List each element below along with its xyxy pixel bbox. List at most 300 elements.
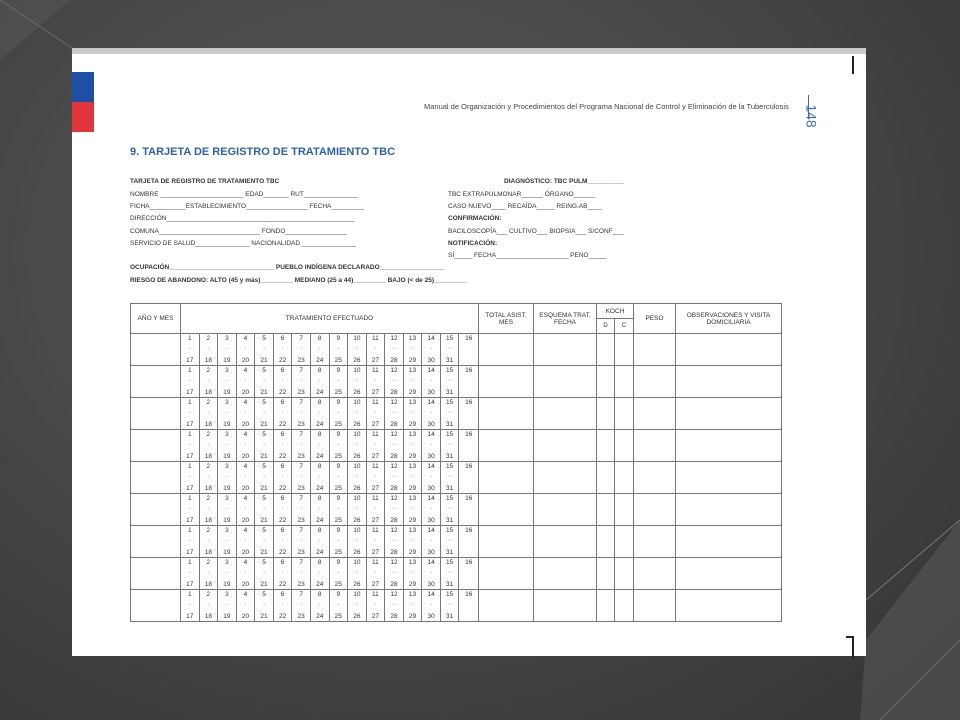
day-cell[interactable] [348, 334, 367, 365]
day-cell[interactable] [311, 462, 330, 493]
day-cell[interactable] [422, 494, 441, 525]
day-number-bottom: 29 [408, 421, 417, 428]
cell-esquema[interactable] [534, 334, 597, 366]
day-number-top: 9 [336, 559, 341, 566]
cell-observaciones[interactable] [676, 494, 782, 526]
day-cell[interactable] [181, 462, 200, 493]
day-number-bottom: 24 [316, 389, 324, 396]
day-separator: - [448, 474, 451, 480]
day-number-top: 11 [372, 399, 379, 406]
day-cell[interactable] [237, 494, 256, 525]
day-cell[interactable] [292, 334, 311, 365]
cell-total-asist[interactable] [479, 334, 534, 366]
day-cell[interactable] [441, 590, 460, 621]
cell-observaciones[interactable] [676, 462, 782, 494]
day-separator: - [263, 378, 265, 384]
cell-observaciones[interactable] [676, 590, 782, 622]
day-cell[interactable] [422, 526, 441, 557]
day-cell[interactable] [311, 334, 330, 365]
cell-koch-c[interactable] [615, 590, 634, 622]
day-separator: - [430, 538, 432, 544]
day-number-top: 15 [446, 367, 454, 374]
cell-koch-c[interactable] [615, 430, 634, 462]
day-cell[interactable] [367, 558, 386, 589]
cell-ano-mes[interactable] [131, 334, 181, 366]
day-cell[interactable] [311, 590, 330, 621]
day-cell[interactable] [441, 366, 460, 397]
day-cell[interactable] [404, 462, 423, 493]
day-number-bottom: 19 [223, 453, 231, 460]
day-cell[interactable] [348, 366, 367, 397]
cell-peso[interactable] [634, 398, 676, 430]
day-cell[interactable] [385, 398, 404, 429]
day-cell[interactable] [385, 462, 404, 493]
day-number-top: 11 [372, 559, 379, 566]
day-cell[interactable] [422, 398, 441, 429]
cell-peso[interactable] [634, 334, 676, 366]
day-cell[interactable] [274, 366, 293, 397]
day-cell[interactable] [404, 494, 423, 525]
day-cell[interactable] [348, 558, 367, 589]
day-number-top: 2 [206, 335, 211, 342]
day-number-top: 13 [408, 527, 417, 534]
day-cell[interactable] [274, 430, 293, 461]
cell-esquema[interactable] [534, 526, 597, 558]
day-number-bottom: 19 [223, 389, 231, 396]
cell-total-asist[interactable] [479, 494, 534, 526]
day-separator: - [207, 506, 210, 512]
cell-observaciones[interactable] [676, 430, 782, 462]
cell-koch-d[interactable] [597, 494, 615, 526]
day-cell[interactable] [218, 366, 237, 397]
day-cell[interactable] [218, 430, 237, 461]
day-separator: - [430, 442, 432, 448]
day-cell[interactable] [404, 590, 423, 621]
day-number-top: 6 [280, 463, 285, 470]
cell-ano-mes[interactable] [131, 462, 181, 494]
day-cell[interactable] [218, 590, 237, 621]
day-cell[interactable] [367, 526, 386, 557]
day-cell[interactable] [330, 494, 349, 525]
cell-total-asist[interactable] [479, 590, 534, 622]
day-cell[interactable] [218, 334, 237, 365]
day-number-bottom: 29 [408, 485, 417, 492]
cell-koch-c[interactable] [615, 334, 634, 366]
day-cell[interactable] [441, 558, 460, 589]
day-number-top: 12 [390, 527, 398, 534]
day-cell[interactable] [441, 494, 460, 525]
day-cell[interactable] [200, 558, 219, 589]
day-cell[interactable] [237, 462, 256, 493]
day-cell[interactable] [200, 590, 219, 621]
day-cell[interactable] [459, 334, 478, 365]
day-cell[interactable] [459, 494, 478, 525]
day-number-top: 12 [390, 495, 398, 502]
cell-esquema[interactable] [534, 590, 597, 622]
header-koch-d: D [597, 319, 615, 334]
cell-observaciones[interactable] [676, 334, 782, 366]
day-cell[interactable] [385, 430, 404, 461]
day-cell[interactable] [237, 526, 256, 557]
field-notificacion: NOTIFICACIÓN: [448, 240, 498, 247]
day-cell[interactable] [367, 590, 386, 621]
day-separator: - [393, 474, 395, 480]
cell-esquema[interactable] [534, 462, 597, 494]
day-cell[interactable] [274, 462, 293, 493]
day-cell[interactable] [459, 462, 478, 493]
day-cell[interactable] [237, 398, 256, 429]
day-cell[interactable] [311, 398, 330, 429]
day-cell[interactable] [237, 558, 256, 589]
day-separator: - [244, 474, 247, 480]
day-number-bottom: 28 [390, 549, 398, 556]
day-number-bottom: 29 [408, 453, 417, 460]
cell-koch-c[interactable] [615, 494, 634, 526]
day-cell[interactable] [441, 334, 460, 365]
day-cell[interactable] [385, 494, 404, 525]
day-number-bottom: 18 [204, 421, 212, 428]
day-cell[interactable] [330, 398, 349, 429]
day-cell[interactable] [404, 398, 423, 429]
day-cell[interactable] [459, 398, 478, 429]
day-cell[interactable] [311, 526, 330, 557]
day-cell[interactable] [385, 558, 404, 589]
day-cell[interactable] [385, 366, 404, 397]
day-number-bottom: 20 [241, 485, 250, 492]
card-title: TARJETA DE REGISTRO DE TRATAMIENTO TBC [130, 178, 280, 185]
day-cell[interactable] [218, 494, 237, 525]
day-number-top: 7 [299, 367, 303, 374]
day-cell[interactable] [181, 494, 200, 525]
day-number-bottom: 27 [371, 549, 380, 556]
day-cell[interactable] [181, 398, 200, 429]
day-cell[interactable] [459, 430, 478, 461]
day-cell[interactable] [422, 590, 441, 621]
cell-ano-mes[interactable] [131, 430, 181, 462]
day-cell[interactable] [330, 366, 349, 397]
day-separator: - [300, 346, 302, 352]
day-number-bottom: 26 [353, 485, 361, 492]
day-cell[interactable] [367, 366, 386, 397]
day-cell[interactable] [200, 398, 219, 429]
day-cell[interactable] [367, 462, 386, 493]
day-cell[interactable] [367, 334, 386, 365]
day-cell[interactable] [348, 462, 367, 493]
day-cell[interactable] [292, 398, 311, 429]
cell-koch-d[interactable] [597, 526, 615, 558]
day-cell[interactable] [348, 526, 367, 557]
day-number-top: 3 [225, 527, 229, 534]
cell-koch-d[interactable] [597, 590, 615, 622]
day-cell[interactable] [441, 526, 460, 557]
day-cell[interactable] [422, 462, 441, 493]
day-cell[interactable] [237, 366, 256, 397]
day-cell[interactable] [385, 526, 404, 557]
day-number-bottom: 31 [446, 549, 454, 556]
cell-esquema[interactable] [534, 398, 597, 430]
day-cell[interactable] [218, 398, 237, 429]
cell-total-asist[interactable] [479, 526, 534, 558]
day-number-top: 4 [243, 527, 248, 534]
day-cell[interactable] [311, 430, 330, 461]
day-number-top: 3 [225, 335, 229, 342]
day-cell[interactable] [348, 430, 367, 461]
day-cell[interactable] [311, 494, 330, 525]
day-cell[interactable] [181, 366, 200, 397]
cell-koch-d[interactable] [597, 366, 615, 398]
cell-peso[interactable] [634, 462, 676, 494]
day-cell[interactable] [348, 398, 367, 429]
day-number-top: 7 [299, 399, 303, 406]
day-cell[interactable] [441, 398, 460, 429]
cell-observaciones[interactable] [676, 398, 782, 430]
cell-koch-d[interactable] [597, 558, 615, 590]
day-cell[interactable] [200, 494, 219, 525]
day-number-bottom: 22 [278, 517, 287, 524]
day-cell[interactable] [330, 558, 349, 589]
day-cell[interactable] [255, 462, 274, 493]
day-separator: - [356, 506, 358, 512]
day-cell[interactable] [181, 430, 200, 461]
day-cell[interactable] [292, 430, 311, 461]
field-ocupacion: OCUPACIÓN_____________________________ PUEBLO INDÍGENA DECLARADO__________________ [130, 264, 445, 271]
day-number-top: 12 [390, 559, 398, 566]
cell-day-grid [181, 334, 479, 366]
day-number-top: 14 [427, 431, 435, 438]
cell-peso[interactable] [634, 590, 676, 622]
day-number-bottom: 30 [427, 549, 435, 556]
day-cell[interactable] [404, 366, 423, 397]
day-number-top: 5 [262, 495, 266, 502]
cell-koch-d[interactable] [597, 334, 615, 366]
cell-peso[interactable] [634, 494, 676, 526]
day-separator: - [300, 474, 302, 480]
day-cell[interactable] [255, 590, 274, 621]
cell-peso[interactable] [634, 558, 676, 590]
day-separator: - [244, 538, 247, 544]
day-cell[interactable] [255, 334, 274, 365]
day-number-bottom: 29 [408, 613, 417, 620]
day-cell[interactable] [348, 590, 367, 621]
day-separator: - [244, 346, 247, 352]
day-number-top: 7 [299, 591, 303, 598]
crop-mark-bottom-h [846, 636, 854, 638]
cell-peso[interactable] [634, 366, 676, 398]
day-number-top: 15 [446, 495, 454, 502]
cell-observaciones[interactable] [676, 366, 782, 398]
day-cell[interactable] [330, 334, 349, 365]
cell-koch-c[interactable] [615, 366, 634, 398]
day-cell[interactable] [181, 590, 200, 621]
cell-koch-c[interactable] [615, 398, 634, 430]
day-number-top: 9 [336, 591, 341, 598]
day-cell[interactable] [292, 526, 311, 557]
day-cell[interactable] [422, 558, 441, 589]
cell-observaciones[interactable] [676, 526, 782, 558]
day-cell[interactable] [367, 494, 386, 525]
day-cell[interactable] [311, 366, 330, 397]
cell-esquema[interactable] [534, 366, 597, 398]
cell-ano-mes[interactable] [131, 366, 181, 398]
day-cell[interactable] [200, 526, 219, 557]
day-number-bottom: 31 [446, 389, 454, 396]
cell-ano-mes[interactable] [131, 398, 181, 430]
day-separator: - [263, 442, 265, 448]
day-cell[interactable] [422, 334, 441, 365]
day-cell[interactable] [181, 526, 200, 557]
day-number-top: 6 [280, 559, 285, 566]
cell-total-asist[interactable] [479, 430, 534, 462]
cell-ano-mes[interactable] [131, 494, 181, 526]
day-cell[interactable] [255, 430, 274, 461]
day-number-top: 4 [243, 335, 248, 342]
day-cell[interactable] [404, 430, 423, 461]
day-number-bottom: 21 [260, 389, 268, 396]
day-separator: - [374, 570, 377, 576]
day-separator: - [263, 570, 265, 576]
day-number-top: 1 [187, 367, 192, 374]
day-cell[interactable] [237, 430, 256, 461]
day-number-bottom: 21 [260, 453, 268, 460]
day-cell[interactable] [404, 334, 423, 365]
day-cell[interactable] [459, 526, 478, 557]
day-cell[interactable] [255, 398, 274, 429]
day-separator: - [337, 378, 340, 384]
day-cell[interactable] [200, 462, 219, 493]
cell-koch-c[interactable] [615, 526, 634, 558]
day-number-top: 3 [225, 495, 229, 502]
day-cell[interactable] [255, 494, 274, 525]
day-cell[interactable] [311, 558, 330, 589]
cell-total-asist[interactable] [479, 398, 534, 430]
day-cell[interactable] [330, 590, 349, 621]
day-number-top: 7 [299, 335, 303, 342]
cell-ano-mes[interactable] [131, 526, 181, 558]
day-number-bottom: 27 [371, 389, 380, 396]
day-cell[interactable] [330, 526, 349, 557]
day-cell[interactable] [292, 558, 311, 589]
day-number-top: 16 [465, 367, 473, 374]
day-cell[interactable] [422, 366, 441, 397]
cell-koch-d[interactable] [597, 430, 615, 462]
cell-total-asist[interactable] [479, 366, 534, 398]
day-number-top: 10 [353, 527, 361, 534]
day-number-bottom: 21 [260, 485, 268, 492]
day-number-bottom: 26 [353, 357, 361, 364]
day-cell[interactable] [200, 366, 219, 397]
table-header-row [131, 304, 782, 319]
crop-mark-bottom [852, 636, 854, 658]
day-cell[interactable] [292, 590, 311, 621]
day-separator: - [244, 442, 247, 448]
day-cell[interactable] [348, 494, 367, 525]
cell-esquema[interactable] [534, 558, 597, 590]
document-page [72, 48, 866, 656]
day-cell[interactable] [274, 494, 293, 525]
day-cell[interactable] [385, 590, 404, 621]
day-cell[interactable] [274, 590, 293, 621]
day-number-top: 8 [317, 591, 322, 598]
day-cell[interactable] [441, 430, 460, 461]
day-cell[interactable] [255, 526, 274, 557]
header-koch: KOCH [597, 304, 634, 319]
day-number-top: 7 [299, 559, 303, 566]
day-number-top: 7 [299, 495, 303, 502]
day-cell[interactable] [459, 558, 478, 589]
day-separator: - [337, 474, 340, 480]
day-cell[interactable] [274, 558, 293, 589]
day-separator: - [411, 506, 414, 512]
cell-koch-c[interactable] [615, 558, 634, 590]
day-number-top: 10 [353, 367, 361, 374]
day-cell[interactable] [404, 526, 423, 557]
day-cell[interactable] [237, 334, 256, 365]
day-cell[interactable] [255, 558, 274, 589]
day-cell[interactable] [274, 334, 293, 365]
day-cell[interactable] [200, 334, 219, 365]
day-cell[interactable] [367, 398, 386, 429]
day-cell[interactable] [237, 590, 256, 621]
day-cell[interactable] [274, 526, 293, 557]
cell-ano-mes[interactable] [131, 558, 181, 590]
day-cell[interactable] [330, 462, 349, 493]
day-cell[interactable] [181, 558, 200, 589]
day-number-top: 1 [187, 399, 192, 406]
cell-koch-d[interactable] [597, 398, 615, 430]
day-number-top: 11 [372, 335, 379, 342]
cell-observaciones[interactable] [676, 558, 782, 590]
day-cell[interactable] [367, 430, 386, 461]
day-cell[interactable] [218, 526, 237, 557]
day-number-top: 16 [465, 559, 473, 566]
day-separator: - [318, 378, 321, 384]
day-number-bottom: 17 [186, 581, 194, 588]
day-cell[interactable] [200, 430, 219, 461]
day-number-bottom: 24 [316, 517, 324, 524]
day-cell[interactable] [274, 398, 293, 429]
day-cell[interactable] [459, 366, 478, 397]
day-cell[interactable] [422, 430, 441, 461]
day-cell[interactable] [181, 334, 200, 365]
cell-ano-mes[interactable] [131, 590, 181, 622]
day-number-bottom: 31 [446, 421, 454, 428]
day-cell[interactable] [292, 366, 311, 397]
day-number-bottom: 23 [297, 517, 305, 524]
day-cell[interactable] [330, 430, 349, 461]
day-cell[interactable] [292, 462, 311, 493]
day-cell[interactable] [459, 590, 478, 621]
day-cell[interactable] [404, 558, 423, 589]
day-cell[interactable] [218, 558, 237, 589]
cell-koch-c[interactable] [615, 462, 634, 494]
day-cell[interactable] [441, 462, 460, 493]
cell-peso[interactable] [634, 526, 676, 558]
day-separator: - [188, 474, 191, 480]
cell-koch-d[interactable] [597, 462, 615, 494]
cell-total-asist[interactable] [479, 462, 534, 494]
cell-total-asist[interactable] [479, 558, 534, 590]
day-cell[interactable] [255, 366, 274, 397]
day-separator: - [226, 442, 228, 448]
cell-esquema[interactable] [534, 430, 597, 462]
day-cell[interactable] [385, 334, 404, 365]
day-cell[interactable] [292, 494, 311, 525]
cell-peso[interactable] [634, 430, 676, 462]
cell-esquema[interactable] [534, 494, 597, 526]
day-separator: - [244, 602, 247, 608]
day-cell[interactable] [218, 462, 237, 493]
day-separator: - [337, 602, 340, 608]
